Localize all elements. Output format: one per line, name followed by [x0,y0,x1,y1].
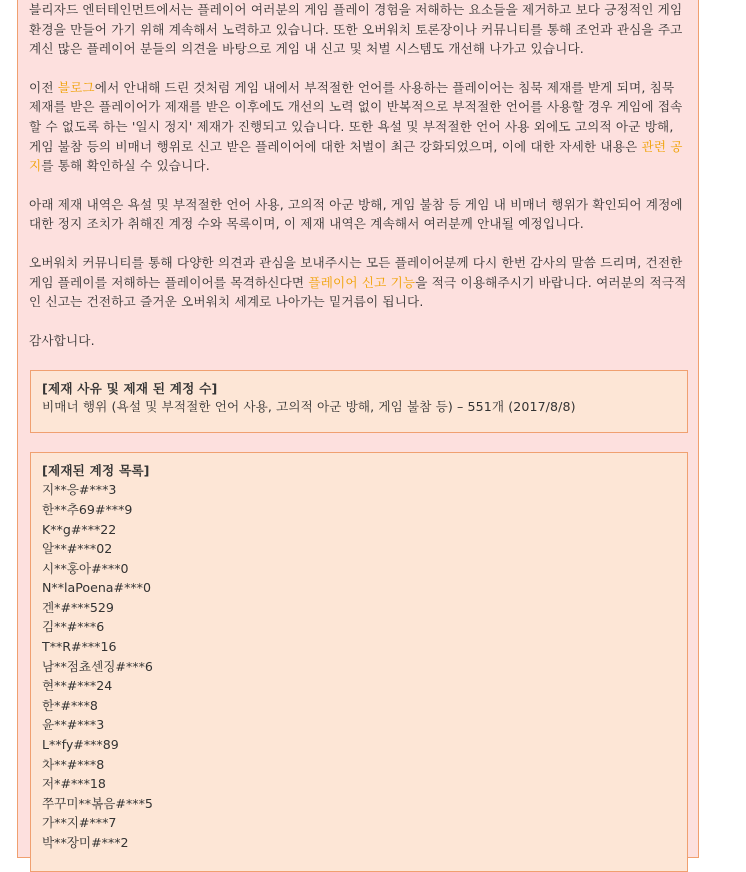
notice-panel [17,0,699,858]
accounts-list-title: [제재된 계정 목록] [42,463,150,479]
account-item: 김**#***6 [42,619,105,635]
account-item: 시**홍아#***0 [42,560,129,576]
account-item: 지**응#***3 [42,482,117,498]
text-segment: 오버워치 커뮤니티를 통해 다양한 의견과 관심을 보내주시는 모든 플레이어분께 다시 한번 감사의 말씀 드리며, 건전한 게임 플레이를 저해하는 플레이어를 목격하신다면 [29,254,683,290]
account-item: 겐*#***529 [42,599,114,615]
sanction-list-intro-paragraph: 아래 제재 내역은 욕설 및 부적절한 언어 사용, 고의적 아군 방해, 게임 불참 등 게임 내 비매너 행위가 확인되어 계정에 대한 정지 조치가 취해진 계정 수와 목록이며, 이 제재 내역은 계속해서 여러분께 안내될 예정입니다. [29,196,683,232]
summary-title: [제재 사유 및 제재 된 계정 수] [42,381,218,397]
account-item: L**fy#***89 [42,737,119,753]
account-item: 박**장미#***2 [42,835,129,850]
account-item: N**laPoena#***0 [42,580,151,596]
intro-paragraph: 블리자드 엔터테인먼트에서는 플레이어 여러분의 게임 플레이 경험을 저해하는 요소들을 제거하고 보다 긍정적인 게임 환경을 만들어 가기 위해 계속해서 노력하고 있습니다. 또한 오버워치 토론장이나 커뮤니티를 통해 조언과 관심을 주고 계신 많은 플레이어 분들의 의견을 바탕으로 게임 내 신고 및 처벌 시스템도 개선해 나가고 있습니다. [29,2,683,57]
blog-link[interactable]: 블로그 [57,79,95,95]
closing-text: 감사합니다. [29,332,95,348]
account-item: 현**#***24 [42,678,113,694]
account-item: 한**추69#***9 [42,501,133,517]
sanction-policy-paragraph [29,78,687,176]
account-item: 차**#***8 [42,756,105,772]
account-item: 쭈꾸미**볶음#***5 [42,795,153,811]
account-item: 윤**#***3 [42,717,105,733]
accounts-list [42,480,676,852]
related-notice-link[interactable]: 관련 공지 [29,138,683,174]
text-segment: 에서 안내해 드린 것처럼 게임 내에서 부적절한 언어를 사용하는 플레이어는 침묵 제재를 받게 되며, 침묵 제재를 받은 플레이어가 제재를 받은 이후에도 개선의 노력 없이 반복적으로 부적절한 언어를 사용할 경우 게임에 접속할 수 없도록 하는 '일시 정지' 제재가 진행되고 있습니다. 또한 욕설 및 부적절한 언어 사용 외에도 고의적 아군 방해, 게임 불참 등의 비매너 행위로 신고 받은 플레이어에 대한 처벌이 최근 강화되었으며, 이에 대한 자세한 내용은 [29,79,683,154]
player-report-link[interactable]: 플레이어 신고 기능 [308,274,416,290]
text-segment: 를 통해 확인하실 수 있습니다. [41,158,210,174]
account-item: T**R#***16 [42,639,117,655]
account-item: 가**지#***7 [42,815,117,831]
account-item: 남**점쵸센징#***6 [42,658,153,674]
sanctioned-accounts-box [30,452,688,872]
sanction-summary-box [30,370,688,433]
text-segment: 을 적극 이용해주시기 바랍니다. 여러분의 적극적인 신고는 건전하고 즐거운 오버워치 세계로 나아가는 밑거름이 됩니다. [29,274,687,310]
text-segment: 이전 [29,79,58,95]
account-item: 알**#***02 [42,541,113,557]
account-item: K**g#***22 [42,521,117,537]
thanks-paragraph [29,253,687,312]
summary-text: 비매너 행위 (욕설 및 부적절한 언어 사용, 고의적 아군 방해, 게임 불참 등) – 551개 (2017/8/8) [42,399,576,415]
account-item: 저*#***18 [42,776,106,792]
account-item: 한*#***8 [42,697,98,713]
